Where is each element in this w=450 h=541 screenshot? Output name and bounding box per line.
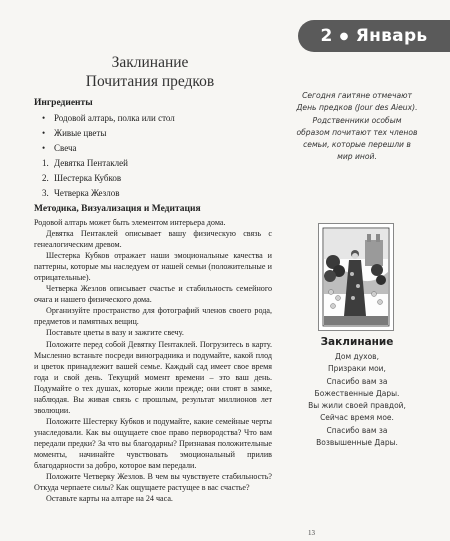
verse-line: Дом духов, — [335, 352, 379, 361]
paragraph: Шестерка Кубков отражает наши эмоциональные качества и паттерны, которые мы наследуем от нашей семьи (положительные и отрицательные). — [34, 251, 272, 283]
main-column — [34, 98, 272, 504]
title-line-2: Почитания предков — [85, 73, 215, 90]
method-body — [34, 217, 272, 504]
list-marker: 3. — [42, 188, 49, 198]
list-item-text: Четверка Жезлов — [54, 188, 120, 198]
date-banner — [298, 20, 450, 52]
spell-verse — [296, 351, 418, 449]
list-marker: • — [42, 113, 46, 123]
list-item — [42, 126, 272, 141]
paragraph: Положите Шестерку Кубков и подумайте, какие семейные черты унаследовали. Как вы ощущаете свое право первородства? Что вам передали предки? За что вы благодарны? Признавая положительные моменты, начинайте чувствовать эмоциональный прилив благодарности за добро, которое вам передали. — [34, 416, 272, 471]
method-heading: Методика, Визуализация и Медитация — [34, 204, 201, 214]
verse-line: Спасибо вам за — [326, 425, 388, 435]
paragraph: Оставьте карты на алтаре на 24 часа. — [46, 494, 173, 504]
list-item — [42, 111, 272, 126]
list-marker: 1. — [42, 158, 49, 168]
verse-line: Спасибо вам за — [326, 376, 388, 386]
title-line-1: Заклинание — [111, 54, 189, 71]
paragraph: Девятка Пентаклей описывает вашу физическую связь с генеалогическим древом. — [34, 229, 272, 250]
verse-line: Призраки мои, — [328, 364, 386, 374]
page-title — [40, 53, 260, 91]
paragraph: Положите Четверку Жезлов. В чем вы чувствуете стабильность? Откуда черпаете силы? Как ощущаете растущее в вас счастье? — [34, 472, 272, 493]
list-marker: • — [42, 143, 46, 153]
list-item-text: Свеча — [54, 143, 77, 153]
paragraph: Положите перед собой Девятку Пентаклей. Погрузитесь в карту. Мысленно встаньте посреди виноградника и подумайте, какой плод и цветок принадлежит вашей семье. Каждый сад имеет свое время года и свой день. Текущий момент времени – это ваш день. Подумайте о тех душах, которые жили прежде; они стоят в замке, наблюдая. Вы живая связь с прошлым, результат миллионов лет эволюции. — [34, 339, 272, 415]
bullet-separator: ● — [339, 30, 349, 42]
spell-title: Заклинание — [320, 336, 394, 348]
list-marker: 2. — [42, 173, 49, 183]
verse-line: Сейчас время мое. — [320, 413, 394, 423]
list-item-text: Девятка Пентаклей — [54, 158, 128, 168]
ingredients-list — [34, 111, 272, 201]
tarot-card-image — [318, 223, 394, 331]
list-marker: • — [42, 128, 46, 138]
verse-line: Возвышенные Дары. — [316, 438, 398, 448]
paragraph: Организуйте пространство для фотографий членов своего рода, предметов и памятных вещиц. — [34, 306, 272, 327]
list-item — [42, 186, 272, 201]
verse-line: Вы жили своей правдой, — [308, 401, 406, 411]
date-month: Январь — [355, 26, 428, 46]
list-item — [42, 171, 272, 186]
list-item — [42, 156, 272, 171]
list-item-text: Родовой алтарь, полка или стол — [54, 113, 175, 123]
page-number: 13 — [308, 529, 315, 537]
verse-line: Божественные Дары. — [314, 388, 400, 398]
paragraph: Четверка Жезлов описывает счастье и стабильность семейного очага и нашего физического дома. — [34, 284, 272, 305]
sidebar-quote: Сегодня гаитяне отмечают День предков (Jour des Aieux). Родственники особым образом почитают тех членов семьи, которые перешли в мир иной. — [296, 91, 418, 162]
paragraph: Родовой алтарь может быть элементом интерьера дома. — [34, 218, 226, 227]
date-day: 2 — [320, 26, 333, 46]
list-item — [42, 141, 272, 156]
ingredients-heading: Ингредиенты — [34, 98, 93, 108]
list-item-text: Живые цветы — [54, 128, 107, 138]
list-item-text: Шестерка Кубков — [54, 173, 122, 183]
paragraph: Поставьте цветы в вазу и зажгите свечу. — [46, 328, 184, 338]
